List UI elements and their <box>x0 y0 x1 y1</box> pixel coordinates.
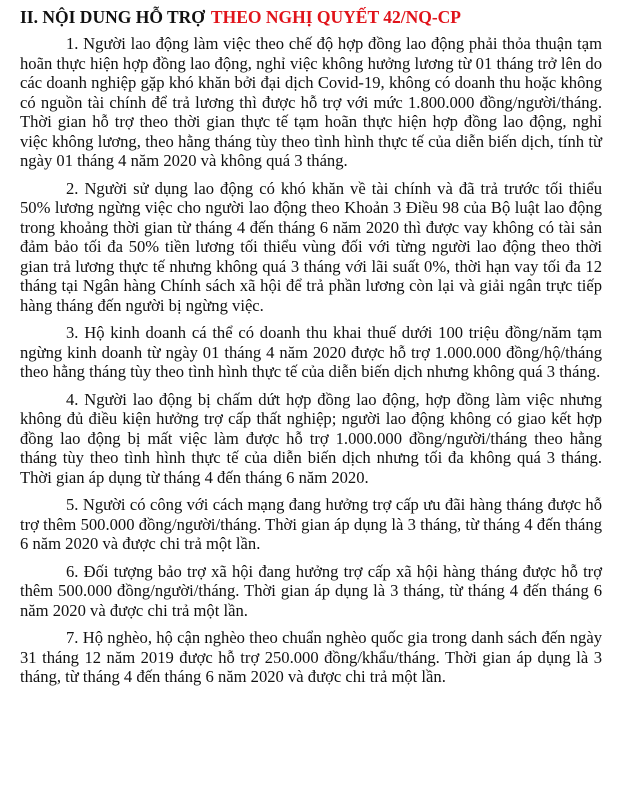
paragraph-item-5: 5. Người có công với cách mạng đang hưởng trợ cấp ưu đãi hàng tháng được hỗ trợ thêm 500.000 đồng/người/tháng. Thời gian áp dụng là 3 tháng, từ tháng 4 đến tháng 6 năm 2020 và được chi trả một lần. <box>20 495 602 553</box>
paragraph-item-3: 3. Hộ kinh doanh cá thể có doanh thu khai thuế dưới 100 triệu đồng/năm tạm ngừng kinh doanh từ ngày 01 tháng 4 năm 2020 được hỗ trợ 1.000.000 đồng/hộ/tháng theo hằng tháng tùy theo tình hình thực tế của diễn biến dịch nhưng không quá 3 tháng. <box>20 323 602 381</box>
paragraph-item-6: 6. Đối tượng bảo trợ xã hội đang hưởng trợ cấp xã hội hàng tháng được hỗ trợ thêm 500.000 đồng/người/tháng. Thời gian áp dụng là 3 tháng, từ tháng 4 đến tháng 6 năm 2020 và được chi trả một lần. <box>20 561 602 620</box>
paragraph-item-4: 4. Người lao động bị chấm dứt hợp đồng lao động, hợp đồng làm việc nhưng không đủ điều kiện hưởng trợ cấp thất nghiệp; người lao động không có giao kết hợp đồng lao động bị mất việc làm được hỗ trợ 1.000.000 đồng/người/tháng theo hằng tháng tùy theo tình hình thực tế của diễn biến dịch nhưng tối đa không quá 3 tháng. Thời gian áp dụng từ tháng 4 đến tháng 6 năm 2020. <box>20 389 602 487</box>
paragraph-item-1: 1. Người lao động làm việc theo chế độ hợp đồng lao động phải thỏa thuận tạm hoãn thực hiện hợp đồng lao động, nghỉ việc không hưởng lương từ 01 tháng trở lên do các doanh nghiệp gặp khó khăn bởi đại dịch Covid-19, không có doanh thu hoặc không có nguồn tài chính để trả lương thì được hỗ trợ với mức 1.800.000 đồng/người/tháng. Thời gian hỗ trợ theo thời gian thực tế tạm hoãn thực hiện hợp đồng lao động, nghỉ việc không lương, theo hằng tháng tùy theo tình hình thực tế của diễn biến dịch, tính từ ngày 01 tháng 4 năm 2020 và không quá 3 tháng. <box>20 34 602 170</box>
section-heading-accent: THEO NGHỊ QUYẾT 42/NQ-CP <box>210 7 461 27</box>
section-heading-main: II. NỘI DUNG HỖ TRỢ <box>20 7 205 27</box>
section-heading <box>20 6 602 28</box>
paragraph-item-2: 2. Người sử dụng lao động có khó khăn về tài chính và đã trả trước tối thiểu 50% lương ngừng việc cho người lao động theo Khoản 3 Điều 98 của Bộ luật lao động trong khoảng thời gian từ tháng 4 đến tháng 6 năm 2020 thì được vay không có tài sản đảm bảo tối đa 50% tiền lương tối thiểu vùng đối với từng người lao động theo thời gian trả lương thực tế nhưng không quá 3 tháng với lãi suất 0%, thời hạn vay tối đa 12 tháng tại Ngân hàng Chính sách xã hội để trả phần lương còn lại và giải ngân trực tiếp hàng tháng đến người bị ngừng việc. <box>20 178 602 315</box>
paragraph-item-7: 7. Hộ nghèo, hộ cận nghèo theo chuẩn nghèo quốc gia trong danh sách đến ngày 31 tháng 12 năm 2019 được hỗ trợ 250.000 đồng/khẩu/tháng. Thời gian áp dụng là 3 tháng, từ tháng 4 đến tháng 6 năm 2020 và được chi trả một lần. <box>20 628 602 686</box>
